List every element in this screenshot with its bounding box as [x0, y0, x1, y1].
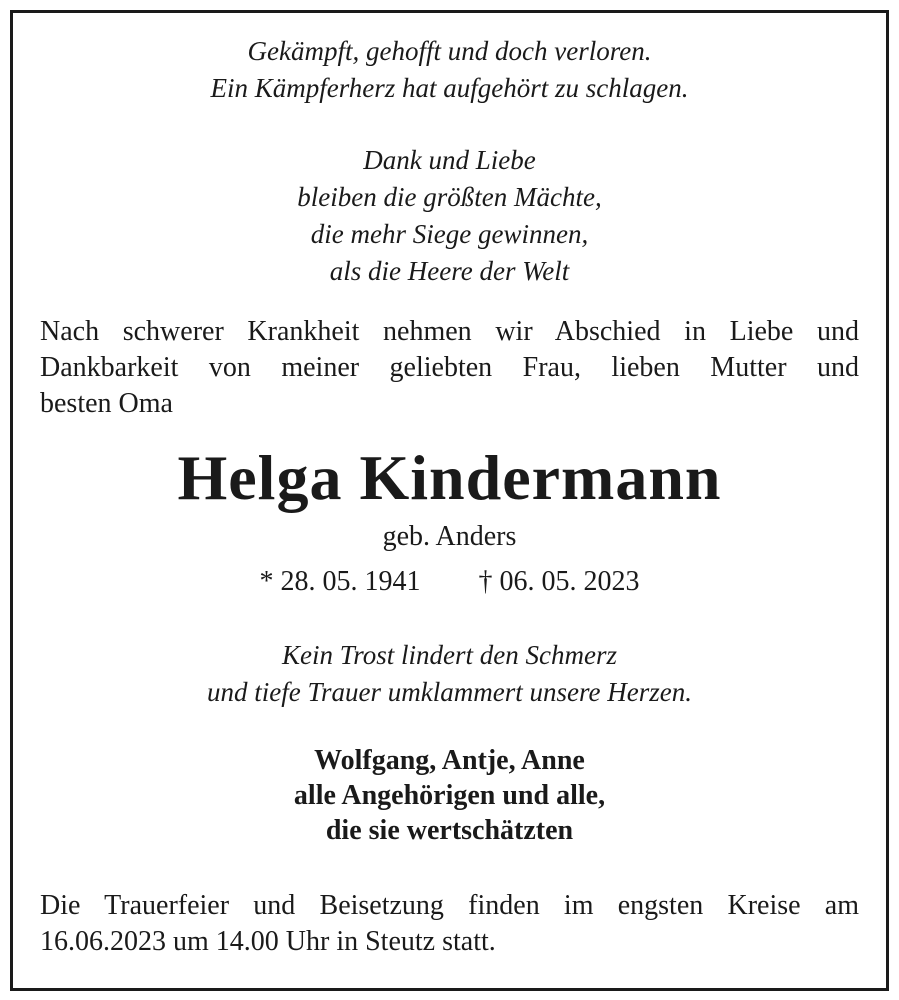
opening-verse-line-1: Gekämpft, gehofft und doch verloren.	[247, 36, 652, 66]
birth-date: * 28. 05. 1941	[259, 566, 421, 597]
opening-verse-line-2: Ein Kämpferherz hat aufgehört zu schlagen.	[210, 73, 689, 103]
mourners-line-2: alle Angehörigen und alle,	[293, 780, 606, 811]
closing-verse-line-1: Kein Trost lindert den Schmerz	[282, 640, 617, 670]
middle-verse-line-1: Dank und Liebe	[363, 145, 536, 175]
life-dates	[40, 564, 859, 600]
announcement-text	[40, 314, 859, 422]
mourners-line-3: die sie wertschätzten	[325, 815, 574, 846]
middle-verse	[40, 142, 859, 290]
announcement-line-2: Dankbarkeit von meiner geliebten Frau, lieben Mutter und	[40, 352, 859, 383]
mourners-line-1: Wolfgang, Antje, Anne	[314, 745, 585, 776]
maiden-name: geb. Anders	[382, 521, 517, 552]
middle-verse-line-2: bleiben die größten Mächte,	[297, 182, 602, 212]
middle-verse-line-3: die mehr Siege gewinnen,	[310, 219, 589, 249]
closing-verse	[40, 637, 859, 711]
opening-verse	[40, 33, 859, 107]
mourners-signature	[40, 743, 859, 848]
death-date: † 06. 05. 2023	[478, 566, 640, 597]
funeral-notice	[40, 888, 859, 960]
announcement-line-3: besten Oma	[40, 388, 173, 419]
funeral-line-1: Die Trauerfeier und Beisetzung finden im engsten Kreise am	[40, 890, 859, 921]
deceased-name: Helga Kindermann	[177, 442, 722, 513]
funeral-line-2: 16.06.2023 um 14.00 Uhr in Steutz statt.	[40, 926, 496, 957]
closing-verse-line-2: und tiefe Trauer umklammert unsere Herzen.	[207, 677, 692, 707]
middle-verse-line-4: als die Heere der Welt	[329, 256, 570, 286]
announcement-line-1: Nach schwerer Krankheit nehmen wir Abschied in Liebe und	[40, 316, 859, 347]
